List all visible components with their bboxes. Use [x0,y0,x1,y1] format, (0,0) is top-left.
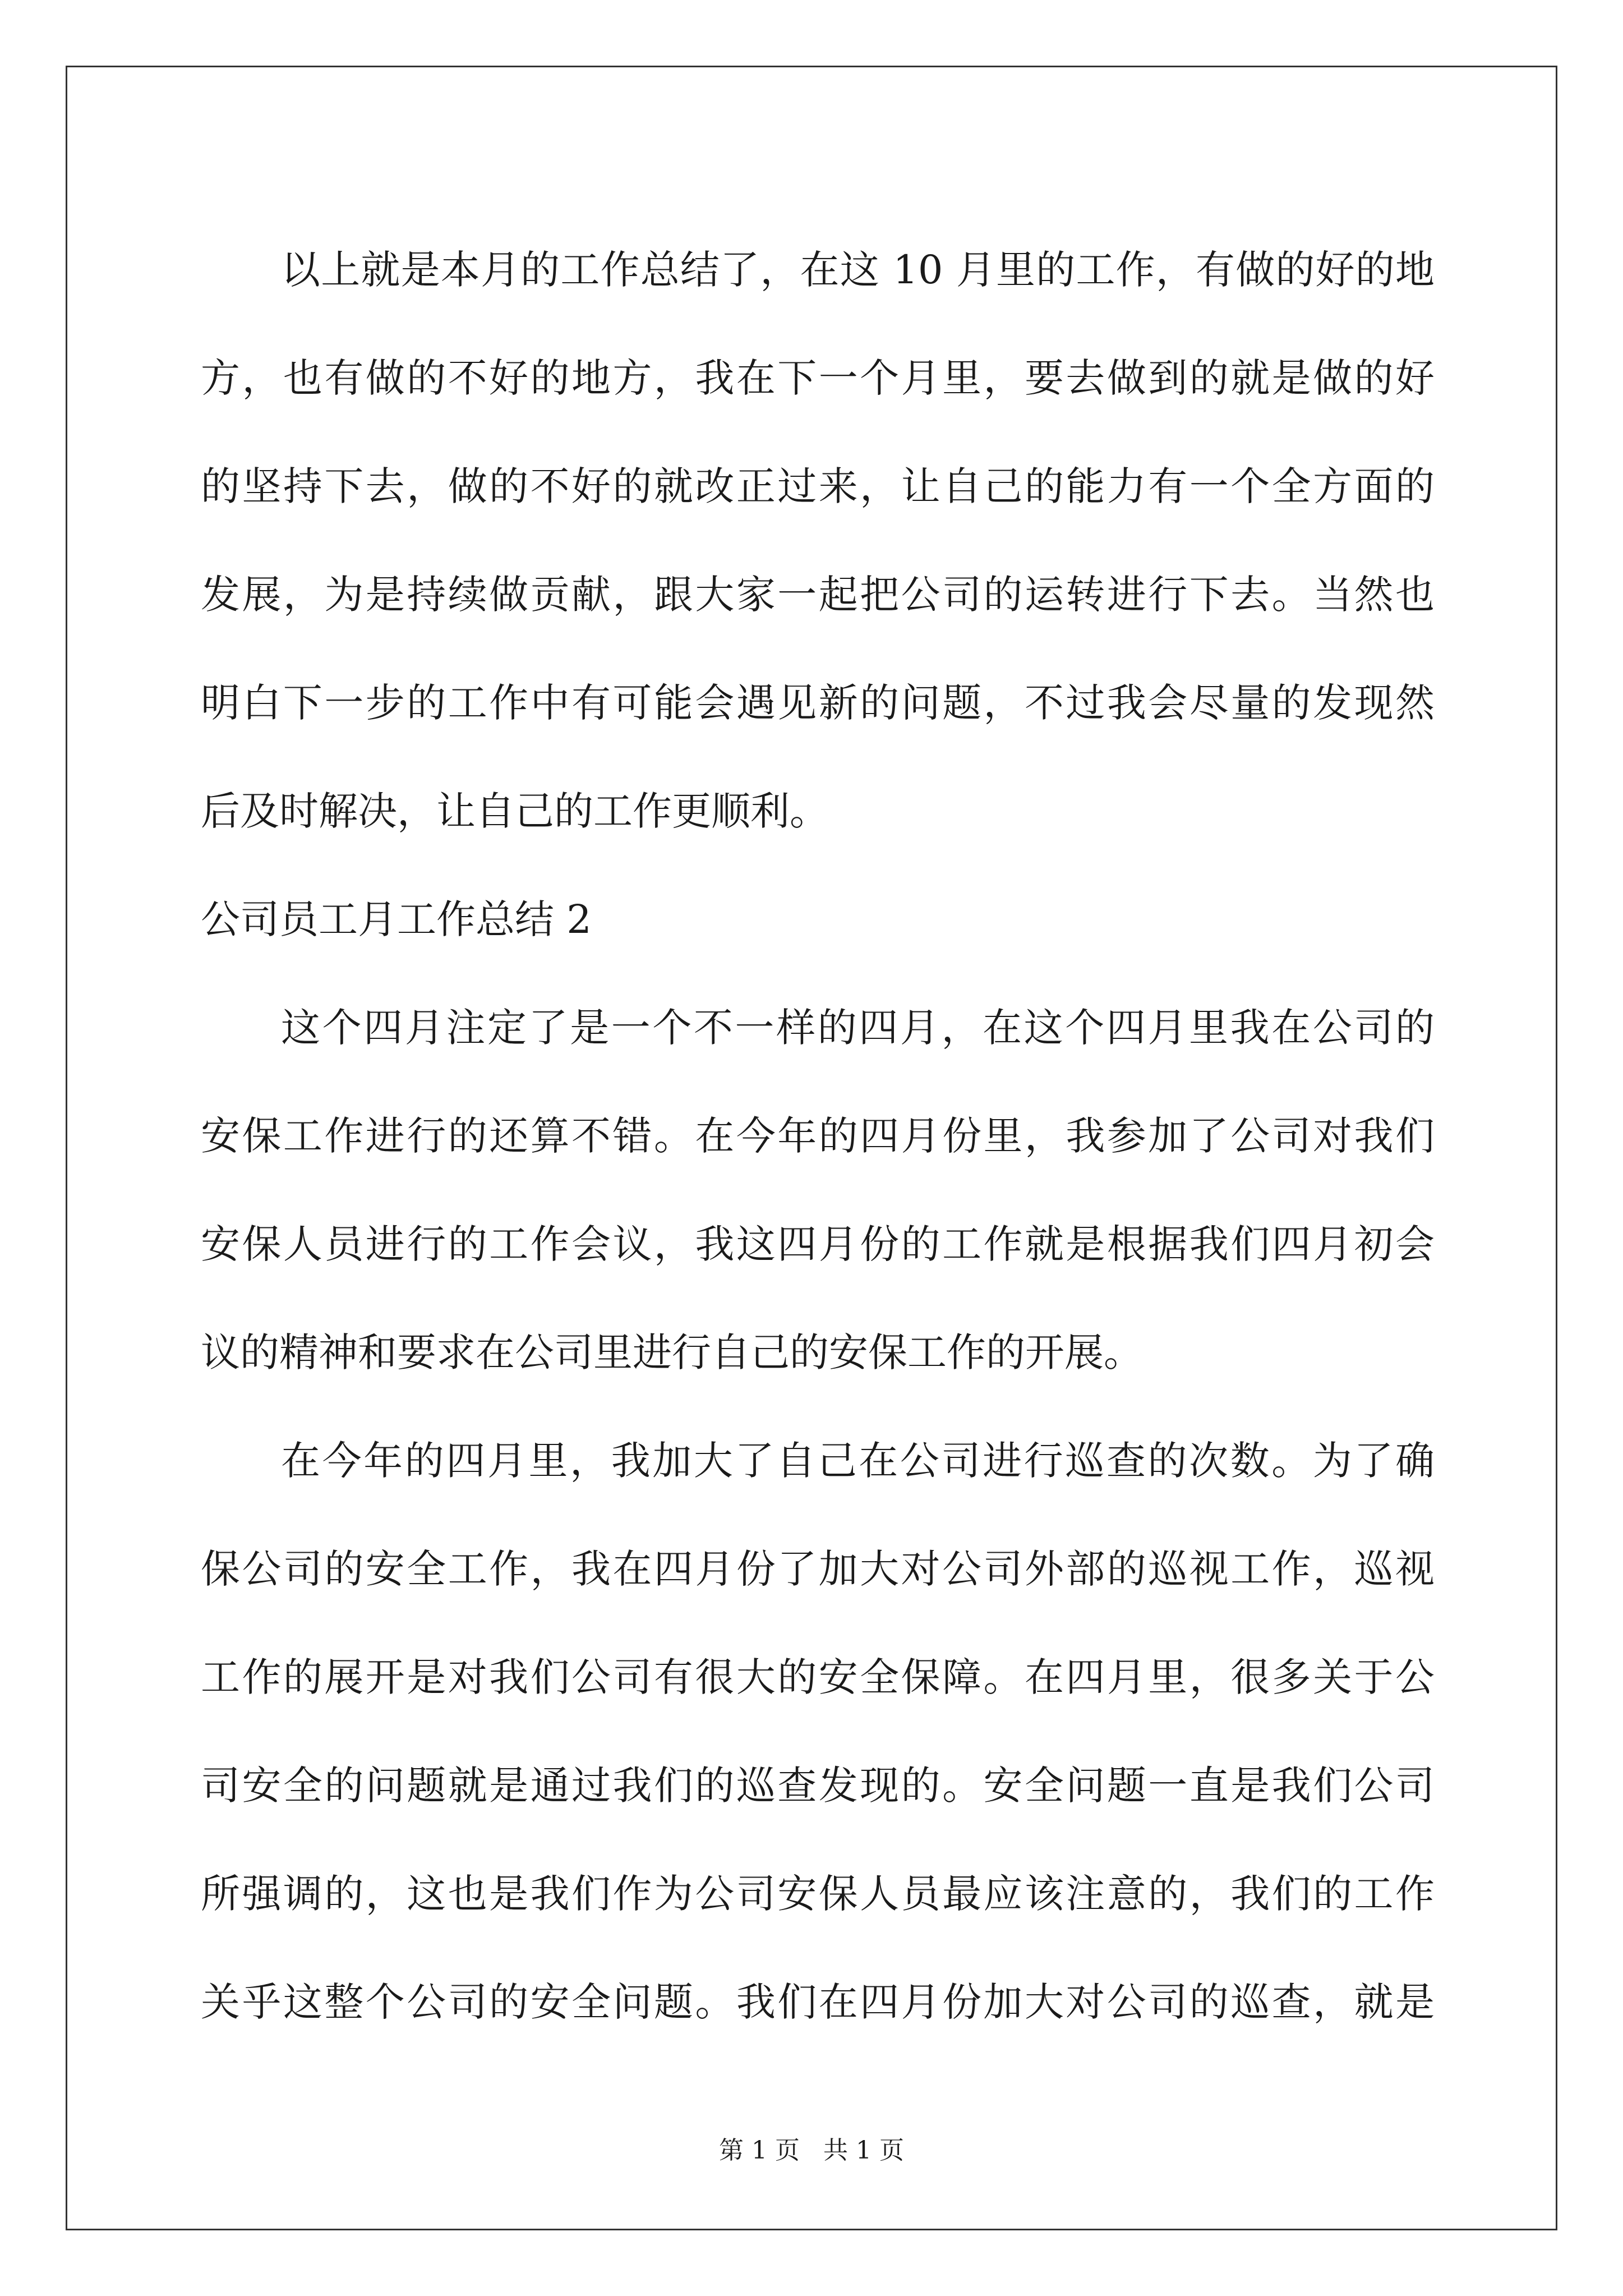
paragraph-line: 以上就是本月的工作总结了，在这 10 月里的工作，有做的好的地 [281,247,1435,293]
document-body [201,216,1435,2056]
paragraph-line: 司安全的问题就是通过我们的巡查发现的。安全问题一直是我们公司 [201,1763,1435,1809]
paragraph-line: 议的精神和要求在公司里进行自己的安保工作的开展。 [201,1329,1143,1375]
paragraph-line: 工作的展开是对我们公司有很大的安全保障。在四月里，很多关于公 [201,1654,1435,1700]
paragraph-line: 在今年的四月里，我加大了自己在公司进行巡查的次数。为了确 [281,1438,1435,1484]
paragraph-line: 发展，为是持续做贡献，跟大家一起把公司的运转进行下去。当然也 [201,572,1435,618]
paragraph-line: 这个四月注定了是一个不一样的四月，在这个四月里我在公司的 [281,1005,1435,1051]
paragraph-line: 安保工作进行的还算不错。在今年的四月份里，我参加了公司对我们 [201,1113,1435,1159]
paragraph-line: 所强调的，这也是我们作为公司安保人员最应该注意的，我们的工作 [201,1871,1435,1917]
paragraph-line: 方，也有做的不好的地方，我在下一个月里，要去做到的就是做的好 [201,355,1435,401]
section-heading: 公司员工月工作总结 2 [201,896,592,942]
paragraph-line: 的坚持下去，做的不好的就改正过来，让自己的能力有一个全方面的 [201,463,1435,509]
paragraph-line: 明白下一步的工作中有可能会遇见新的问题，不过我会尽量的发现然 [201,680,1435,726]
paragraph-line: 保公司的安全工作，我在四月份了加大对公司外部的巡视工作，巡视 [201,1546,1435,1592]
paragraph-line: 安保人员进行的工作会议，我这四月份的工作就是根据我们四月初会 [201,1221,1435,1267]
paragraph-line: 关乎这整个公司的安全问题。我们在四月份加大对公司的巡查，就是 [201,1979,1435,2025]
page-footer: 第 1 页 共 1 页 [719,2136,904,2165]
paragraph-line: 后及时解决，让自己的工作更顺利。 [201,788,829,834]
